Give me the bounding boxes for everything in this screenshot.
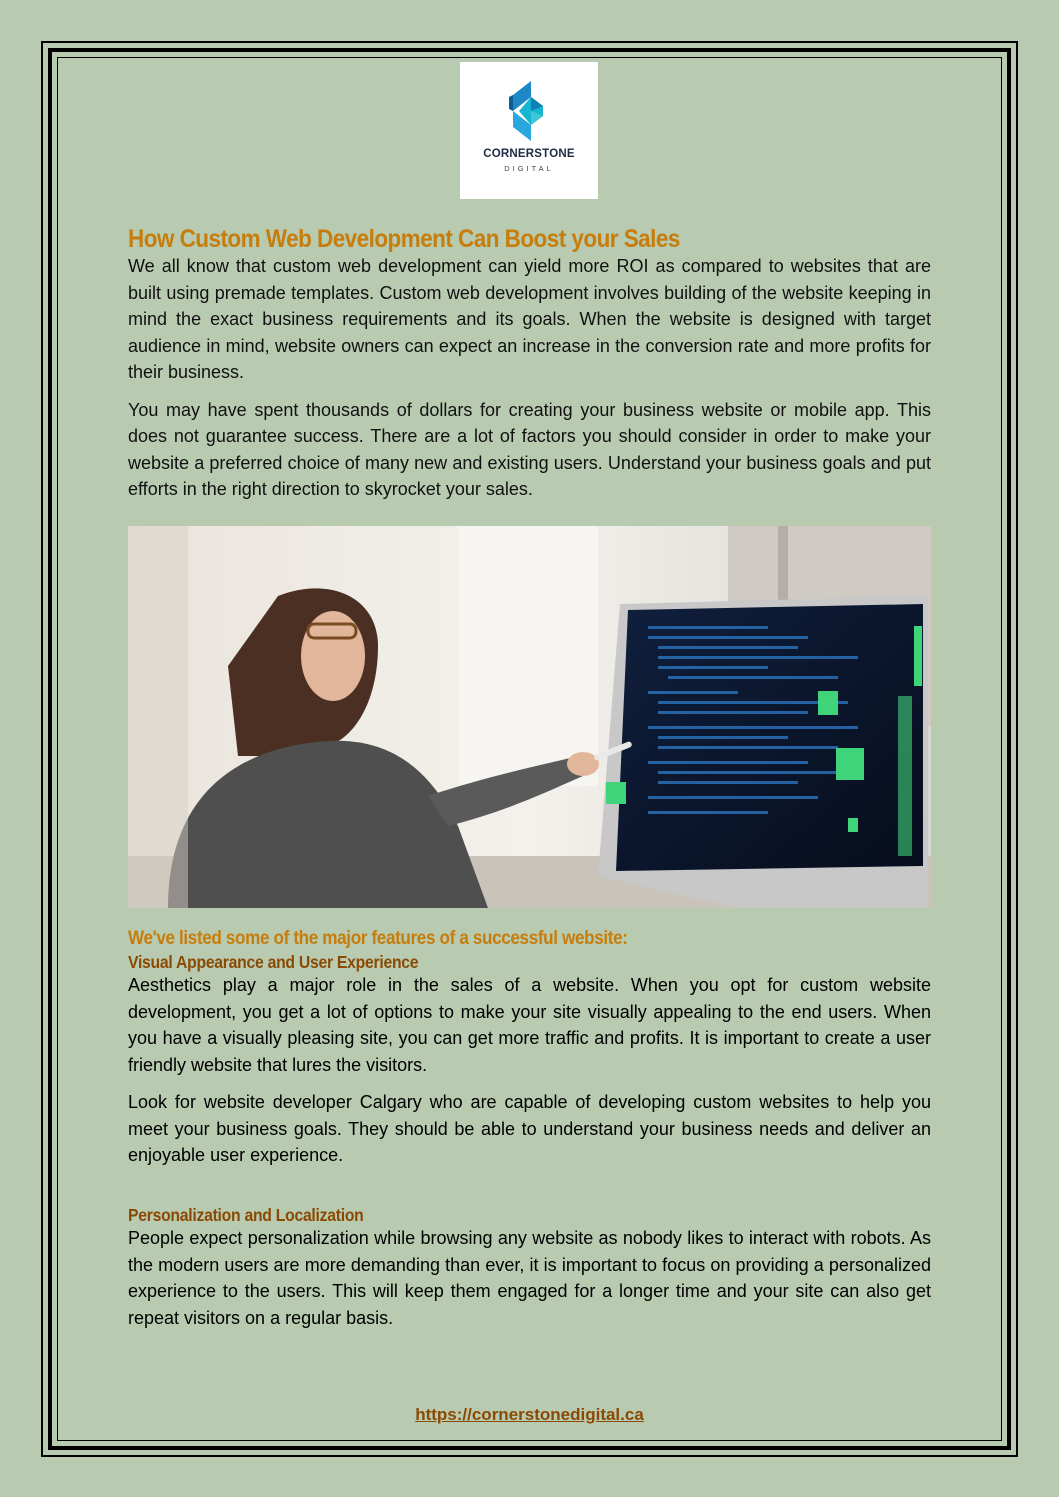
intro-section bbox=[128, 225, 931, 503]
footer bbox=[0, 1405, 1059, 1425]
website-link[interactable]: https://cornerstonedigital.ca bbox=[415, 1405, 644, 1424]
page-title: How Custom Web Development Can Boost your Sales bbox=[128, 225, 680, 253]
logo-name: CORNERSTONE bbox=[483, 148, 575, 160]
intro-paragraph-1: We all know that custom web development can yield more ROI as compared to websites that are built using premade templates. Custom web development involves building of the website keeping in mind the exact business requirements and its goals. When the website is designed with target audience in mind, website owners can expect an increase in the conversion rate and more profits for their business. bbox=[128, 256, 931, 382]
hero-photo bbox=[128, 526, 931, 908]
cornerstone-logo-icon bbox=[509, 81, 549, 143]
features-heading: We've listed some of the major features of a successful website: bbox=[128, 928, 628, 949]
developer-at-monitor-image bbox=[128, 526, 931, 908]
logo-subtitle: DIGITAL bbox=[504, 164, 554, 173]
personalization-section bbox=[128, 1205, 931, 1331]
intro-paragraph-2: You may have spent thousands of dollars for creating your business website or mobile app. This does not guarantee success. There are a lot of factors you should consider in order to make your website a preferred choice of many new and existing users. Understand your business goals and put efforts in the right direction to skyrocket your sales. bbox=[128, 399, 931, 499]
section1-paragraph-1: Aesthetics play a major role in the sales of a website. When you opt for custom website development, you get a lot of options to make your site visually appealing to the end users. When you have a visually pleasing site, you can get more traffic and profits. It is important to create a user friendly website that lures the visitors. bbox=[128, 975, 931, 1075]
features-section bbox=[128, 928, 931, 1169]
section2-heading: Personalization and Localization bbox=[128, 1205, 364, 1225]
section1-paragraph-2: Look for website developer Calgary who are capable of developing custom websites to help you meet your business goals. They should be able to understand your business needs and deliver an enjoyable user experience. bbox=[128, 1092, 931, 1165]
section2-paragraph-1: People expect personalization while browsing any website as nobody likes to interact with robots. As the modern users are more demanding than ever, it is important to focus on providing a personalized experience to the users. This will keep them engaged for a longer time and your site can also get repeat visitors on a regular basis. bbox=[128, 1228, 931, 1328]
logo bbox=[460, 62, 598, 199]
section1-heading: Visual Appearance and User Experience bbox=[128, 952, 419, 972]
